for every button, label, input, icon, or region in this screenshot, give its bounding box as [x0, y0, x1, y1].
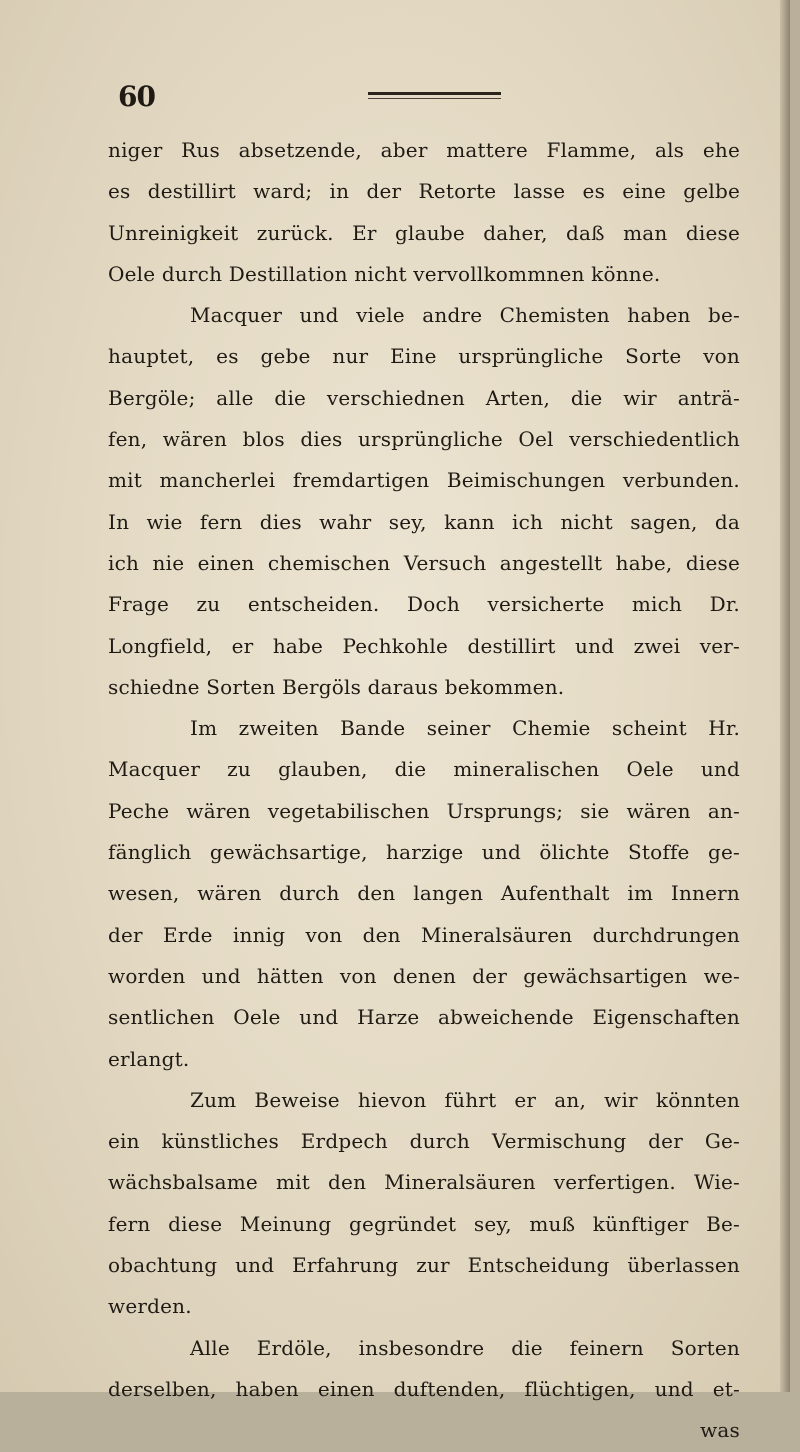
text-line: obachtung und Erfahrung zur Entscheidung überlassen: [108, 1253, 740, 1278]
text-line: ein künstliches Erdpech durch Vermischung der Ge-: [108, 1129, 740, 1154]
text-line: fänglich gewächsartige, harzige und ölichte Stoffe ge-: [108, 840, 740, 865]
page-number: 60: [118, 80, 155, 113]
text-line: derselben, haben einen duftenden, flüchtigen, und et-: [108, 1376, 740, 1401]
text-line: der Erde innig von den Mineralsäuren durchdrungen: [108, 922, 740, 947]
paragraph-start-line: Im zweiten Bande seiner Chemie scheint Hr.: [190, 716, 740, 741]
text-line: In wie fern dies wahr sey, kann ich nicht sagen, da: [108, 509, 740, 534]
text-line: Bergöle; alle die verschiednen Arten, die wir anträ-: [108, 385, 740, 410]
text-line: Peche wären vegetabilischen Ursprungs; sie wären an-: [108, 798, 740, 823]
text-line: erlangt.: [108, 1046, 190, 1071]
text-line: sentlichen Oele und Harze abweichende Eigenschaften: [108, 1005, 740, 1030]
header-rule: [368, 92, 501, 95]
paragraph-start-line: Macquer und viele andre Chemisten haben be-: [190, 303, 740, 328]
text-line: Longfield, er habe Pechkohle destillirt und zwei ver-: [108, 633, 740, 658]
text-line: Oele durch Destillation nicht vervollkommnen könne.: [108, 261, 661, 286]
header-rule-thin: [368, 98, 501, 99]
paragraph-start-line: Alle Erdöle, insbesondre die feinern Sorten: [190, 1335, 740, 1360]
paragraph-start-line: Zum Beweise hievon führt er an, wir könnten: [190, 1087, 740, 1112]
text-line: Frage zu entscheiden. Doch versicherte mich Dr.: [108, 592, 740, 617]
text-line: werden.: [108, 1294, 192, 1319]
page-edge-shadow: [780, 0, 790, 1392]
text-line: Macquer zu glauben, die mineralischen Oele und: [108, 757, 740, 782]
catchword: was: [700, 1418, 740, 1443]
text-line: wesen, wären durch den langen Aufenthalt im Innern: [108, 881, 740, 906]
text-line: fen, wären blos dies ursprüngliche Oel verschiedentlich: [108, 427, 740, 452]
text-line: worden und hätten von denen der gewächsartigen we-: [108, 963, 740, 988]
text-line: niger Rus absetzende, aber mattere Flamme, als ehe: [108, 138, 740, 162]
text-line: es destillirt ward; in der Retorte lasse es eine gelbe: [108, 179, 740, 204]
text-line: hauptet, es gebe nur Eine ursprüngliche Sorte von: [108, 344, 740, 369]
text-line: ich nie einen chemischen Versuch angestellt habe, diese: [108, 550, 740, 575]
body-text: [108, 130, 740, 1452]
text-line: Unreinigkeit zurück. Er glaube daher, daß man diese: [108, 220, 740, 245]
text-line: fern diese Meinung gegründet sey, muß künftiger Be-: [108, 1211, 740, 1236]
text-line: wächsbalsame mit den Mineralsäuren verfertigen. Wie-: [108, 1170, 740, 1195]
text-line: mit mancherlei fremdartigen Beimischungen verbunden.: [108, 468, 740, 493]
text-line: schiedne Sorten Bergöls daraus bekommen.: [108, 674, 565, 699]
